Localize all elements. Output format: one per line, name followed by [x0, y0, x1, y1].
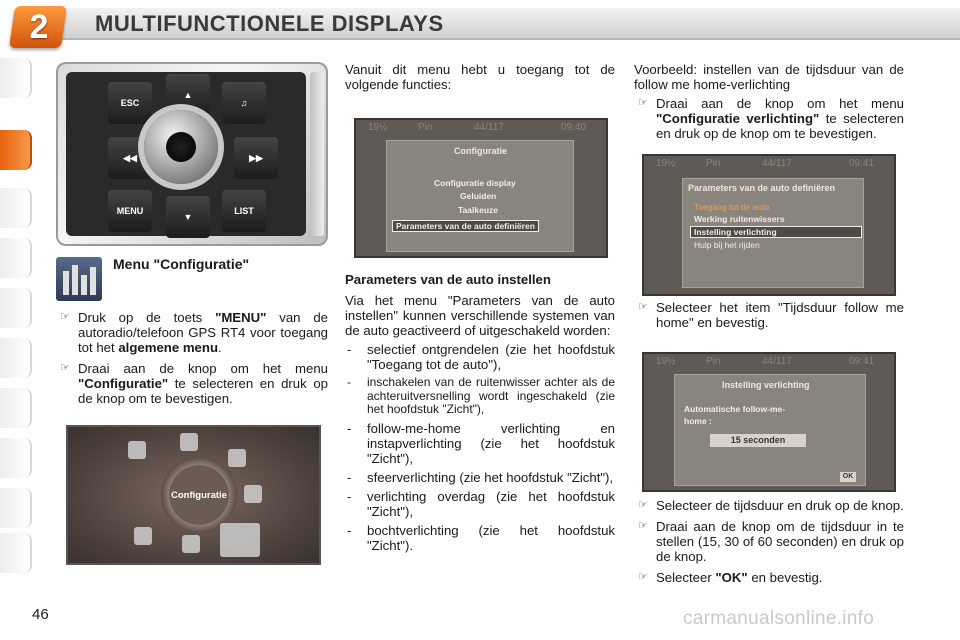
instruction-step: ☞ Selecteer de tijdsduur en druk op de knop.: [638, 498, 904, 513]
parameters-heading: Parameters van de auto instellen: [345, 272, 551, 287]
panel-side-trim: [310, 72, 324, 236]
pointing-hand-icon: ☞: [638, 571, 648, 583]
configuration-selected-icon: [220, 523, 260, 557]
left-column: [56, 310, 328, 412]
vehicle-parameters-screen: 19½ Pin 44/117 09:41 Parameters van de auto definiëren Toegang tot de auto Werking ruitenwissers Instelling verlichting Hulp bij het rijden: [642, 154, 896, 296]
phone-icon: [244, 485, 262, 503]
middle-column: [345, 272, 615, 557]
lighting-settings-screen: 19½ Pin 44/117 09:41 Instelling verlichting Automatische follow-me- home : 15 seconden OK: [642, 352, 896, 492]
list-item: - inschakelen van de ruitenwisser achter als de achteruitversnelling wordt ingeschakeld (zie het hoofdstuk "Zicht"),: [347, 375, 615, 416]
instruction-step: ☞ Selecteer "OK" en bevestig.: [638, 570, 823, 585]
speaker-icon: [182, 535, 200, 553]
instruction-step: ☞ Druk op de toets "MENU" van de autoradio/telefoon GPS RT4 voor toegang tot het algemene menu.: [60, 310, 328, 355]
chapter-tab-3[interactable]: [0, 188, 32, 228]
wheel-label: Configuratie: [171, 490, 227, 501]
list-item: - selectief ontgrendelen (zie het hoofdstuk "Toegang tot de auto"),: [347, 342, 615, 372]
chapter-tab-8[interactable]: [0, 438, 32, 478]
list-item: - sfeerverlichting (zie het hoofdstuk "Zicht"),: [347, 469, 614, 485]
chapter-tab-7[interactable]: [0, 388, 32, 428]
pointing-hand-icon: ☞: [638, 499, 648, 511]
pointing-hand-icon: ☞: [638, 301, 648, 313]
configuration-screen: 19½ Pin 44/117 09:40 Configuratie Configuratie display Geluiden Taalkeuze Parameters van de auto definiëren: [354, 118, 608, 258]
tools-icon: [134, 527, 152, 545]
radio-control-panel-image: [56, 62, 328, 246]
page-number: 46: [32, 606, 49, 623]
next-button: ▶▶: [234, 137, 278, 179]
satellite-icon: [228, 449, 246, 467]
right-column-bottom: [634, 498, 904, 591]
chapter-tab-4[interactable]: [0, 238, 32, 278]
chapter-tab-5[interactable]: [0, 288, 32, 328]
ok-button: OK: [840, 472, 856, 482]
pointing-hand-icon: ☞: [60, 362, 70, 374]
example-intro: Voorbeeld: instellen van de tijdsduur van de follow me home-verlichting: [634, 62, 904, 92]
instruction-step: ☞ Selecteer het item "Tijdsduur follow me home" en bevestig.: [638, 300, 904, 330]
chapter-tab-10[interactable]: [0, 533, 32, 573]
page-title: MULTIFUNCTIONELE DISPLAYS: [95, 11, 444, 36]
parameters-paragraph: Via het menu "Parameters van de auto instellen" kunnen verschillende systemen van de auto geactiveerd of uitgeschakeld worden:: [345, 293, 615, 338]
down-arrow-button: ▼: [166, 196, 210, 238]
books-icon: [128, 441, 146, 459]
list-item: - verlichting overdag (zie het hoofdstuk "Zicht"),: [347, 488, 615, 519]
pointing-hand-icon: ☞: [60, 311, 70, 323]
right-column-top: [634, 62, 904, 147]
chapter-tab-6[interactable]: [0, 338, 32, 378]
watermark: carmanualsonline.info: [683, 608, 875, 629]
menu-panel: [674, 374, 866, 486]
list-button: LIST: [222, 190, 266, 232]
right-column-mid: [634, 300, 904, 336]
configuration-menu-heading: Menu "Configuratie": [113, 256, 250, 272]
chapter-number: 2: [29, 8, 49, 46]
knob-center: [166, 132, 196, 162]
chapter-tabs: [0, 58, 34, 578]
list-item: - bochtverlichting (zie het hoofdstuk "Zicht").: [347, 522, 615, 553]
menu-button: MENU: [108, 190, 152, 232]
configuration-menu-icon: [56, 257, 102, 301]
chapter-tab-1[interactable]: [0, 58, 32, 98]
instruction-step: ☞ Draai aan de knop om de tijdsduur in te stellen (15, 30 of 60 seconden) en druk op de knop.: [638, 519, 904, 564]
instruction-step: ☞ Draai aan de knop om het menu "Configuratie" te selecteren en druk op de knop om te bevestigen.: [60, 361, 328, 406]
pointing-hand-icon: ☞: [638, 97, 648, 109]
music-button: ♫: [222, 82, 266, 124]
duration-value: 15 seconden: [710, 434, 806, 447]
previous-button: ◀◀: [108, 137, 152, 179]
chapter-tab-2-active[interactable]: [0, 130, 32, 170]
list-item: - follow-me-home verlichting en instapverlichting (zie het hoofdstuk "Zicht"),: [347, 420, 615, 466]
esc-button: ESC: [108, 82, 152, 124]
header: [0, 0, 960, 46]
instruction-step: ☞ Draai aan de knop om het menu "Configuratie verlichting" te selecteren en druk op de knop om te bevestigen.: [638, 96, 904, 141]
pointing-hand-icon: ☞: [638, 520, 648, 532]
configuration-wheel-image: [66, 425, 321, 565]
chapter-tab-9[interactable]: [0, 488, 32, 528]
warning-triangle-icon: [180, 433, 198, 451]
middle-intro: Vanuit dit menu hebt u toegang tot de volgende functies:: [345, 62, 615, 92]
up-arrow-button: ▲: [166, 74, 210, 116]
